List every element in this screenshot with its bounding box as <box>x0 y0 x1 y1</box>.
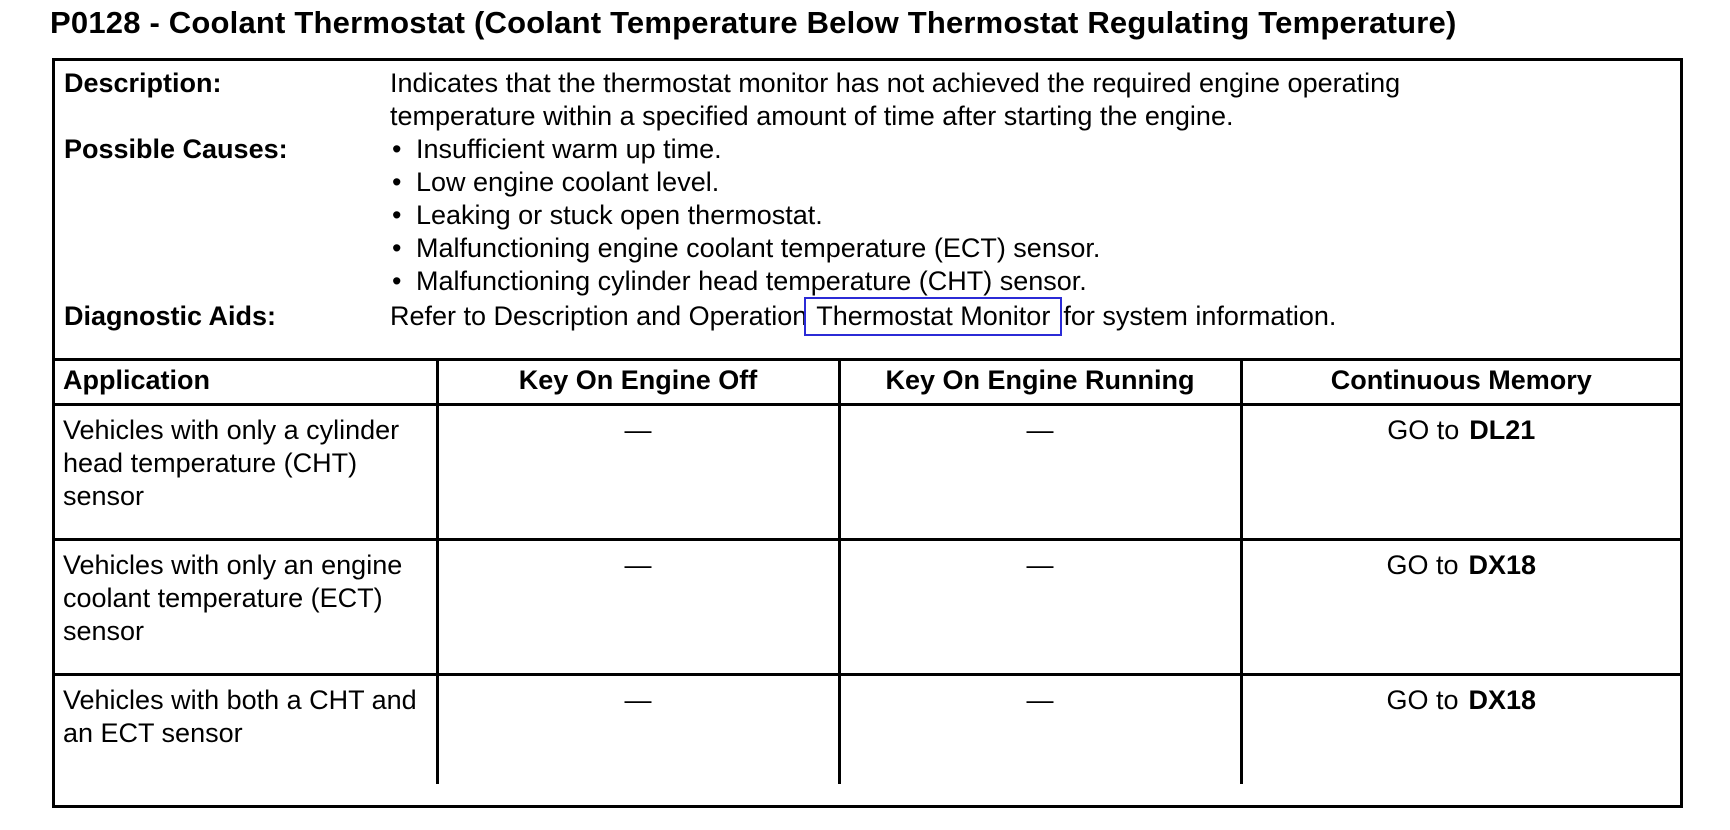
header-application: Application <box>55 360 437 405</box>
application-table <box>55 358 1680 784</box>
header-continuous-memory: Continuous Memory <box>1241 360 1680 405</box>
description-label: Description: <box>64 68 222 98</box>
page-title: P0128 - Coolant Thermostat (Coolant Temperature Below Thermostat Regulating Temperature) <box>50 5 1457 40</box>
cause-item: • Malfunctioning cylinder head temperature (CHT) sensor. <box>390 265 1660 298</box>
cause-item: • Low engine coolant level. <box>390 166 1660 199</box>
possible-causes-label: Possible Causes: <box>64 134 288 164</box>
koeo-cell: — <box>437 405 839 540</box>
table-row <box>55 675 1680 785</box>
thermostat-monitor-link[interactable]: Thermostat Monitor <box>804 297 1062 336</box>
header-key-on-engine-running: Key On Engine Running <box>839 360 1241 405</box>
diagnostic-aids-text <box>390 297 1660 336</box>
application-cell: Vehicles with only a cylinder head temperature (CHT) sensor <box>55 405 437 540</box>
pinpoint-test-dl21-link[interactable]: DL21 <box>1469 415 1536 445</box>
pinpoint-test-dx18-link[interactable]: DX18 <box>1468 685 1537 715</box>
continuous-memory-cell <box>1241 675 1680 785</box>
description-text <box>390 67 1660 133</box>
continuous-memory-cell <box>1241 405 1680 540</box>
koer-cell: — <box>839 405 1241 540</box>
goto-prefix: GO to <box>1387 415 1460 445</box>
diagnostic-aids-suffix: for system information. <box>1063 301 1337 331</box>
koeo-cell: — <box>437 540 839 675</box>
koer-cell: — <box>839 540 1241 675</box>
dtc-info-box <box>52 58 1683 808</box>
cause-item: • Leaking or stuck open thermostat. <box>390 199 1660 232</box>
description-line-2: temperature within a specified amount of time after starting the engine. <box>390 101 1234 131</box>
cause-item: • Malfunctioning engine coolant temperature (ECT) sensor. <box>390 232 1660 265</box>
application-cell: Vehicles with only an engine coolant temperature (ECT) sensor <box>55 540 437 675</box>
goto-prefix: GO to <box>1386 685 1459 715</box>
possible-causes-list-wrap <box>390 133 1660 298</box>
goto-prefix: GO to <box>1386 550 1459 580</box>
koeo-cell: — <box>437 675 839 785</box>
table-header-row <box>55 360 1680 405</box>
continuous-memory-cell <box>1241 540 1680 675</box>
info-section <box>55 61 1680 358</box>
koer-cell: — <box>839 675 1241 785</box>
possible-causes-list <box>390 133 1660 298</box>
pinpoint-test-dx18-link[interactable]: DX18 <box>1468 550 1537 580</box>
diagnostic-aids-label: Diagnostic Aids: <box>64 301 277 331</box>
diagnostic-aids-prefix: Refer to Description and Operation <box>390 301 808 331</box>
header-key-on-engine-off: Key On Engine Off <box>437 360 839 405</box>
cause-item: • Insufficient warm up time. <box>390 133 1660 166</box>
table-row <box>55 540 1680 675</box>
table-row <box>55 405 1680 540</box>
description-line-1: Indicates that the thermostat monitor has not achieved the required engine operating <box>390 68 1401 98</box>
application-cell: Vehicles with both a CHT and an ECT sensor <box>55 675 437 785</box>
